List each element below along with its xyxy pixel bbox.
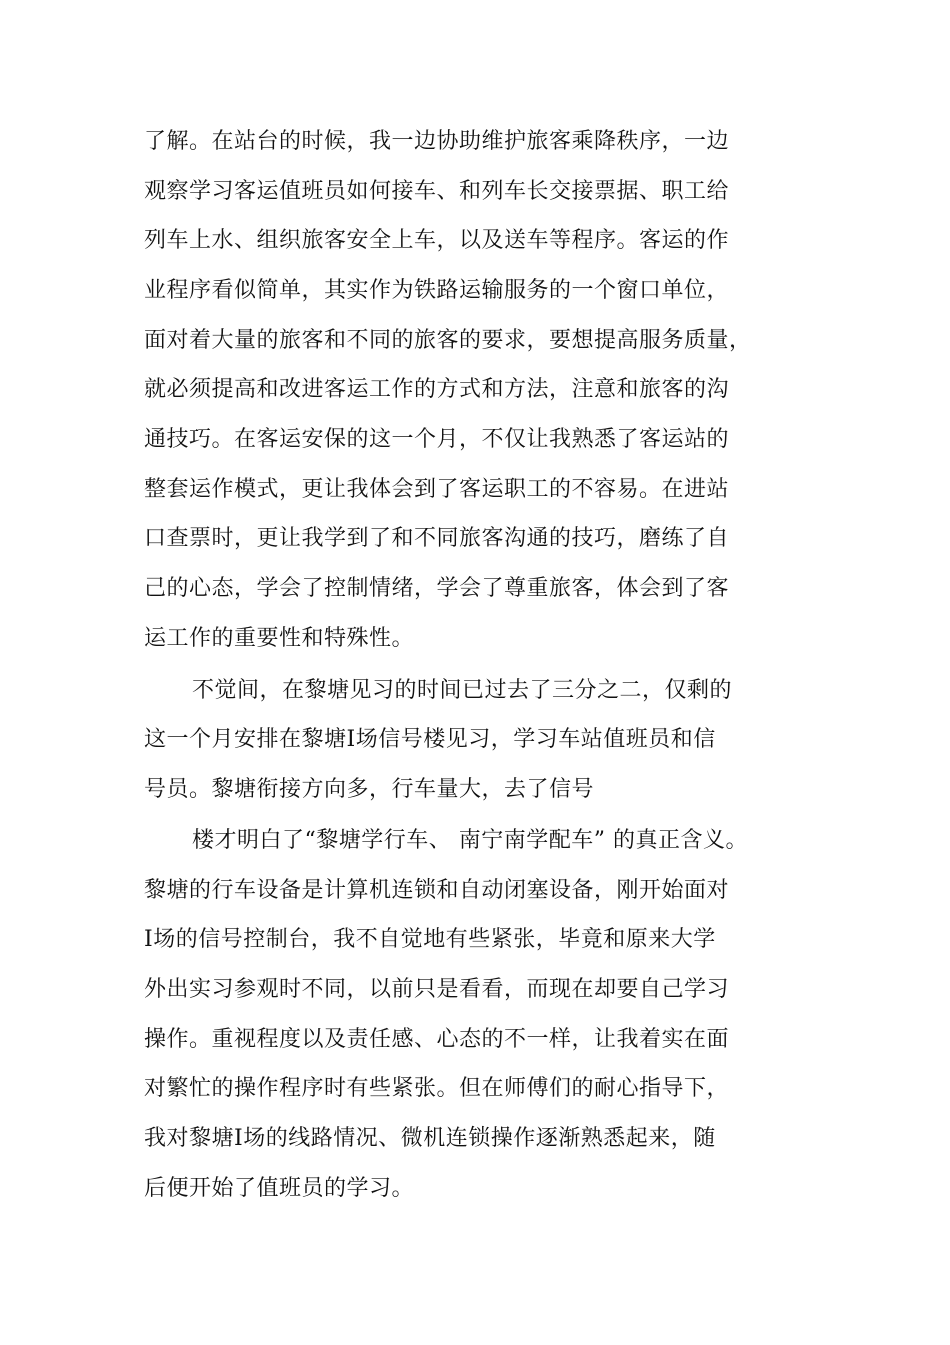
text-line: 操作。重视程度以及责任感、心态的不一样，让我着实在面 — [144, 1027, 730, 1052]
paragraph-start-line: 不觉间，在黎塘见习的时间已过去了三分之二，仅剩的 — [192, 678, 733, 703]
text-line: 业程序看似简单，其实作为铁路运输服务的一个窗口单位， — [144, 278, 730, 303]
text-line: 整套运作模式，更让我体会到了客运职工的不容易。在进站 — [144, 477, 730, 502]
text-line: 列车上水、组织旅客安全上车，以及送车等程序。客运的作 — [144, 228, 730, 253]
text-line: 黎塘的行车设备是计算机连锁和自动闭塞设备，刚开始面对 — [144, 878, 730, 903]
text-line: 我对黎塘Ⅰ场的线路情况、微机连锁操作逐渐熟悉起来，随 — [144, 1126, 716, 1151]
text-line: 这一个月安排在黎塘Ⅰ场信号楼见习，学习车站值班员和信 — [144, 727, 716, 752]
text-line: 口查票时，更让我学到了和不同旅客沟通的技巧，磨练了自 — [144, 526, 730, 551]
text-line: 后便开始了值班员的学习。 — [144, 1176, 415, 1201]
text-line: 通技巧。在客运安保的这一个月，不仅让我熟悉了客运站的 — [144, 427, 730, 452]
text-line: 面对着大量的旅客和不同的旅客的要求，要想提高服务质量， — [144, 328, 752, 353]
text-line: 外出实习参观时不同，以前只是看看，而现在却要自己学习 — [144, 977, 730, 1002]
text-line: Ⅰ场的信号控制台，我不自觉地有些紧张，毕竟和原来大学 — [144, 927, 716, 952]
text-line: 号员。黎塘衔接方向多，行车量大，去了信号 — [144, 777, 595, 802]
text-line: 己的心态，学会了控制情绪，学会了尊重旅客，体会到了客 — [144, 576, 730, 601]
text-line: 运工作的重要性和特殊性。 — [144, 626, 415, 651]
text-line: 观察学习客运值班员如何接车、和列车长交接票据、职工给 — [144, 179, 730, 204]
text-line: 了解。在站台的时候，我一边协助维护旅客乘降秩序，一边 — [144, 129, 730, 154]
text-line: 就必须提高和改进客运工作的方式和方法，注意和旅客的沟 — [144, 377, 730, 402]
text-line: 对繁忙的操作程序时有些紧张。但在师傅们的耐心指导下， — [144, 1076, 730, 1101]
paragraph-start-line: 楼才明白了“黎塘学行车、 南宁南学配车” 的真正含义。 — [192, 828, 748, 853]
